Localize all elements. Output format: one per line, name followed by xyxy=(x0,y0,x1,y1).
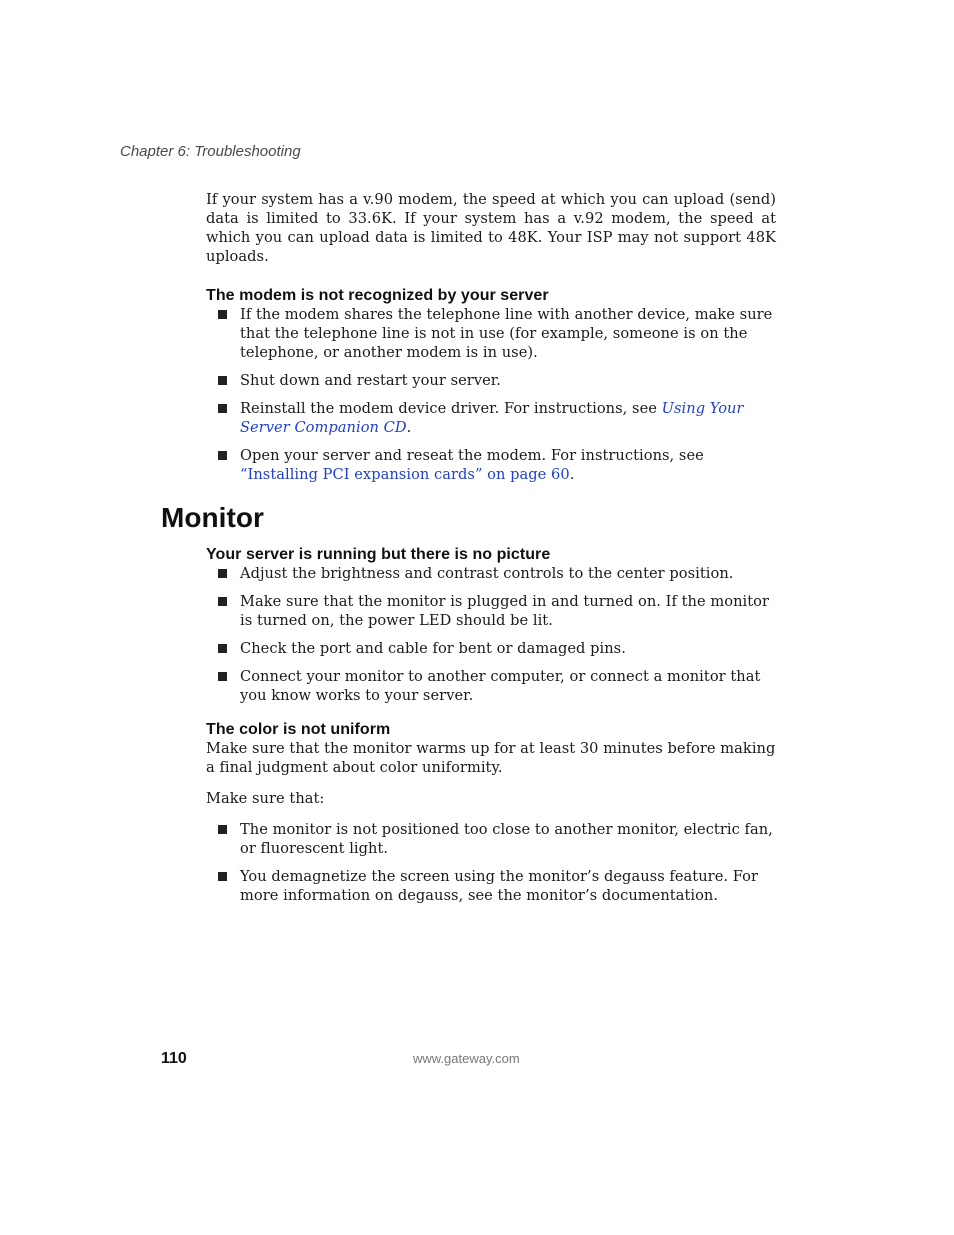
square-bullet-icon xyxy=(218,376,227,385)
list-item-text: If the modem shares the telephone line with another device, make sure that the telephone line is not in use (for example, someone is on the telephone, or another modem is in use). xyxy=(240,306,773,361)
color-list xyxy=(206,820,776,905)
square-bullet-icon xyxy=(218,644,227,653)
intro-paragraph: If your system has a v.90 modem, the speed at which you can upload (send) data is limited to 33.6K. If your system has a v.92 modem, the speed at which you can upload data is limited to 48K. Your ISP may not support 48K uploads. xyxy=(206,191,776,265)
list-item xyxy=(206,564,776,583)
list-item-text: Connect your monitor to another computer, or connect a monitor that you know works to your server. xyxy=(240,668,761,704)
companion-cd-link[interactable]: Using Your Server Companion CD xyxy=(240,400,744,436)
list-item xyxy=(206,592,776,630)
square-bullet-icon xyxy=(218,404,227,413)
no-picture-list xyxy=(206,564,776,705)
list-item-text: . xyxy=(406,419,412,436)
square-bullet-icon xyxy=(218,597,227,606)
list-item xyxy=(206,867,776,905)
square-bullet-icon xyxy=(218,451,227,460)
list-item-text: The monitor is not positioned too close to another monitor, electric fan, or fluorescent light. xyxy=(240,821,773,857)
list-item-text: . xyxy=(569,466,575,483)
list-item-text: Make sure that the monitor is plugged in and turned on. If the monitor is turned on, the power LED should be lit. xyxy=(240,593,770,629)
square-bullet-icon xyxy=(218,872,227,881)
modem-list xyxy=(206,305,776,484)
no-picture-heading: Your server is running but there is no picture xyxy=(206,546,551,563)
list-item-text: Open your server and reseat the modem. For instructions, see xyxy=(240,447,704,464)
square-bullet-icon xyxy=(218,825,227,834)
footer-url[interactable]: www.gateway.com xyxy=(413,1051,520,1066)
page-content xyxy=(161,190,776,914)
list-item xyxy=(206,820,776,858)
color-paragraph: Make sure that the monitor warms up for at least 30 minutes before making a final judgment about color uniformity. xyxy=(206,740,776,776)
square-bullet-icon xyxy=(218,672,227,681)
list-item xyxy=(206,639,776,658)
square-bullet-icon xyxy=(218,569,227,578)
page-number: 110 xyxy=(161,1050,187,1067)
list-item xyxy=(206,667,776,705)
list-item xyxy=(206,371,776,390)
list-item xyxy=(206,305,776,362)
section-title: Monitor xyxy=(161,502,264,533)
list-item-text: Check the port and cable for bent or damaged pins. xyxy=(240,640,626,657)
list-item-text: You demagnetize the screen using the monitor’s degauss feature. For more information on degauss, see the monitor’s documentation. xyxy=(240,868,758,904)
running-header: Chapter 6: Troubleshooting xyxy=(120,143,301,160)
list-item-text: Shut down and restart your server. xyxy=(240,372,501,389)
list-item-text: Adjust the brightness and contrast controls to the center position. xyxy=(240,565,734,582)
pci-expansion-link[interactable]: “Installing PCI expansion cards” on page 60 xyxy=(240,466,570,483)
modem-heading: The modem is not recognized by your server xyxy=(206,287,549,304)
list-item-text: Reinstall the modem device driver. For instructions, see xyxy=(240,400,662,417)
list-item xyxy=(206,446,776,484)
color-heading: The color is not uniform xyxy=(206,721,391,738)
square-bullet-icon xyxy=(218,310,227,319)
list-item xyxy=(206,399,776,437)
color-lead: Make sure that: xyxy=(206,790,325,807)
